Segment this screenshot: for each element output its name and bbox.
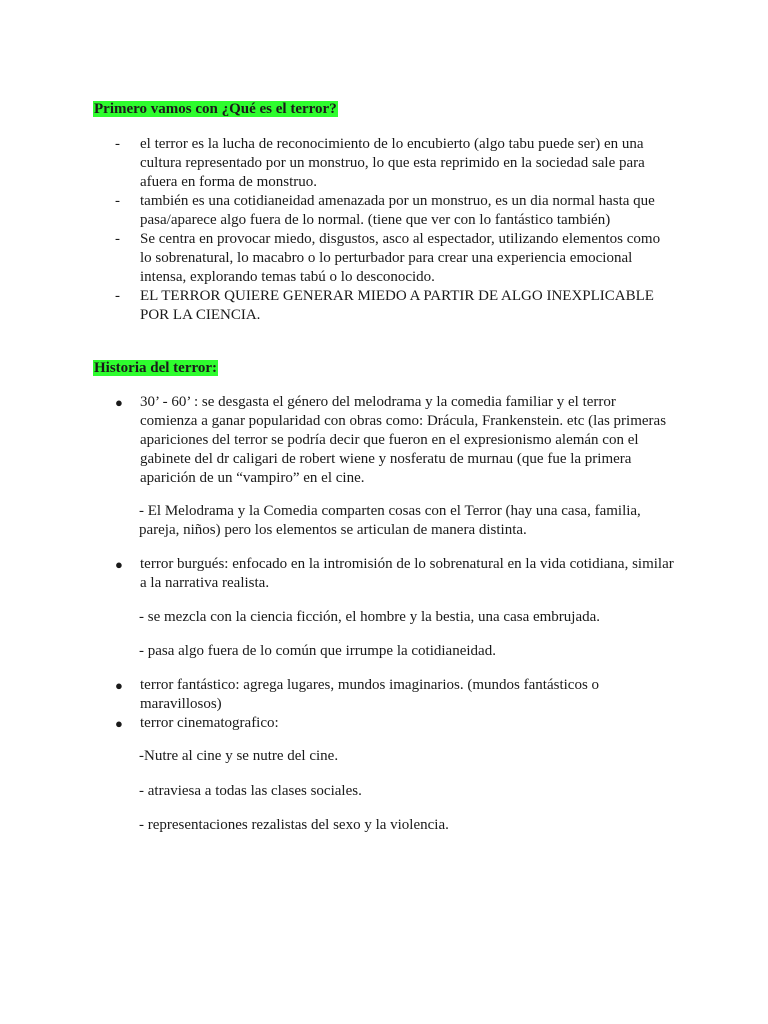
list-item-text: también es una cotidianeidad amenazada por un monstruo, es un dia normal hasta que pasa/aparece algo fuera de lo normal. (tiene que ver con lo fantástico también) [140, 193, 655, 228]
bullet-marker: ● [115, 678, 123, 693]
bullet-text: terror cinematografico: [140, 715, 279, 731]
heading-highlight: Historia del terror: [94, 360, 218, 376]
section-heading-historia [93, 359, 218, 378]
sub-paragraph: - El Melodrama y la Comedia comparten cosas con el Terror (hay una casa, familia, pareja, niños) pero los elementos se articulan de manera distinta. [139, 503, 641, 538]
list-item-text: el terror es la lucha de reconocimiento de lo encubierto (algo tabu puede ser) en una cultura representado por un monstruo, lo que esta reprimido en la sociedad sale para afuera en forma de monstruo. [140, 136, 645, 190]
sub-paragraph: - atraviesa a todas las clases sociales. [139, 783, 362, 799]
bullet-marker: ● [115, 716, 123, 731]
bullet-text: terror burgués: enfocado en la intromisión de lo sobrenatural en la vida cotidiana, similar a la narrativa realista. [140, 556, 674, 591]
list-item [115, 135, 675, 192]
list-item [115, 287, 675, 325]
bullet-item-1 [115, 393, 675, 488]
sub-paragraph: -Nutre al cine y se nutre del cine. [139, 748, 339, 764]
bullet-item-3 [115, 676, 675, 714]
bullet-item-2 [115, 555, 675, 593]
list-item [115, 230, 675, 287]
list-item [115, 192, 675, 230]
bullet-text: terror fantástico: agrega lugares, mundos imaginarios. (mundos fantásticos o maravillosos) [140, 677, 600, 712]
bullet-text: 30’ - 60’ : se desgasta el género del melodrama y la comedia familiar y el terror comienza a ganar popularidad con obras como: Drácula, Frankenstein. etc (las primeras apariciones del terror se podría decir que fueron en el expresionismo alemán con el gabinete del dr caligari de robert wiene y nosferatu de murnau (que fue la primera aparición de un “vampiro” en el cine. [140, 394, 667, 486]
dash-marker: - [115, 288, 120, 304]
sub-paragraph: - representaciones rezalistas del sexo y la violencia. [139, 817, 449, 833]
dash-marker: - [115, 231, 120, 247]
bullet-marker: ● [115, 557, 123, 572]
bullet-item-4 [115, 714, 675, 733]
bullet-marker: ● [115, 395, 123, 410]
sub-paragraph: - se mezcla con la ciencia ficción, el hombre y la bestia, una casa embrujada. [139, 609, 601, 625]
section-heading-que-es-terror [93, 100, 338, 119]
list-item-text: Se centra en provocar miedo, disgustos, asco al espectador, utilizando elementos como lo sobrenatural, lo macabro o lo perturbador para crear una experiencia emocional intensa, explorando temas tabú o lo desconocido. [140, 231, 661, 285]
heading-highlight: Primero vamos con ¿Qué es el terror? [94, 101, 337, 117]
dash-marker: - [115, 193, 120, 209]
sub-paragraph: - pasa algo fuera de lo común que irrumpe la cotidianeidad. [139, 643, 496, 659]
list-item-text: EL TERROR QUIERE GENERAR MIEDO A PARTIR DE ALGO INEXPLICABLE POR LA CIENCIA. [140, 288, 654, 323]
dash-marker: - [115, 136, 120, 152]
definition-list [115, 135, 675, 325]
